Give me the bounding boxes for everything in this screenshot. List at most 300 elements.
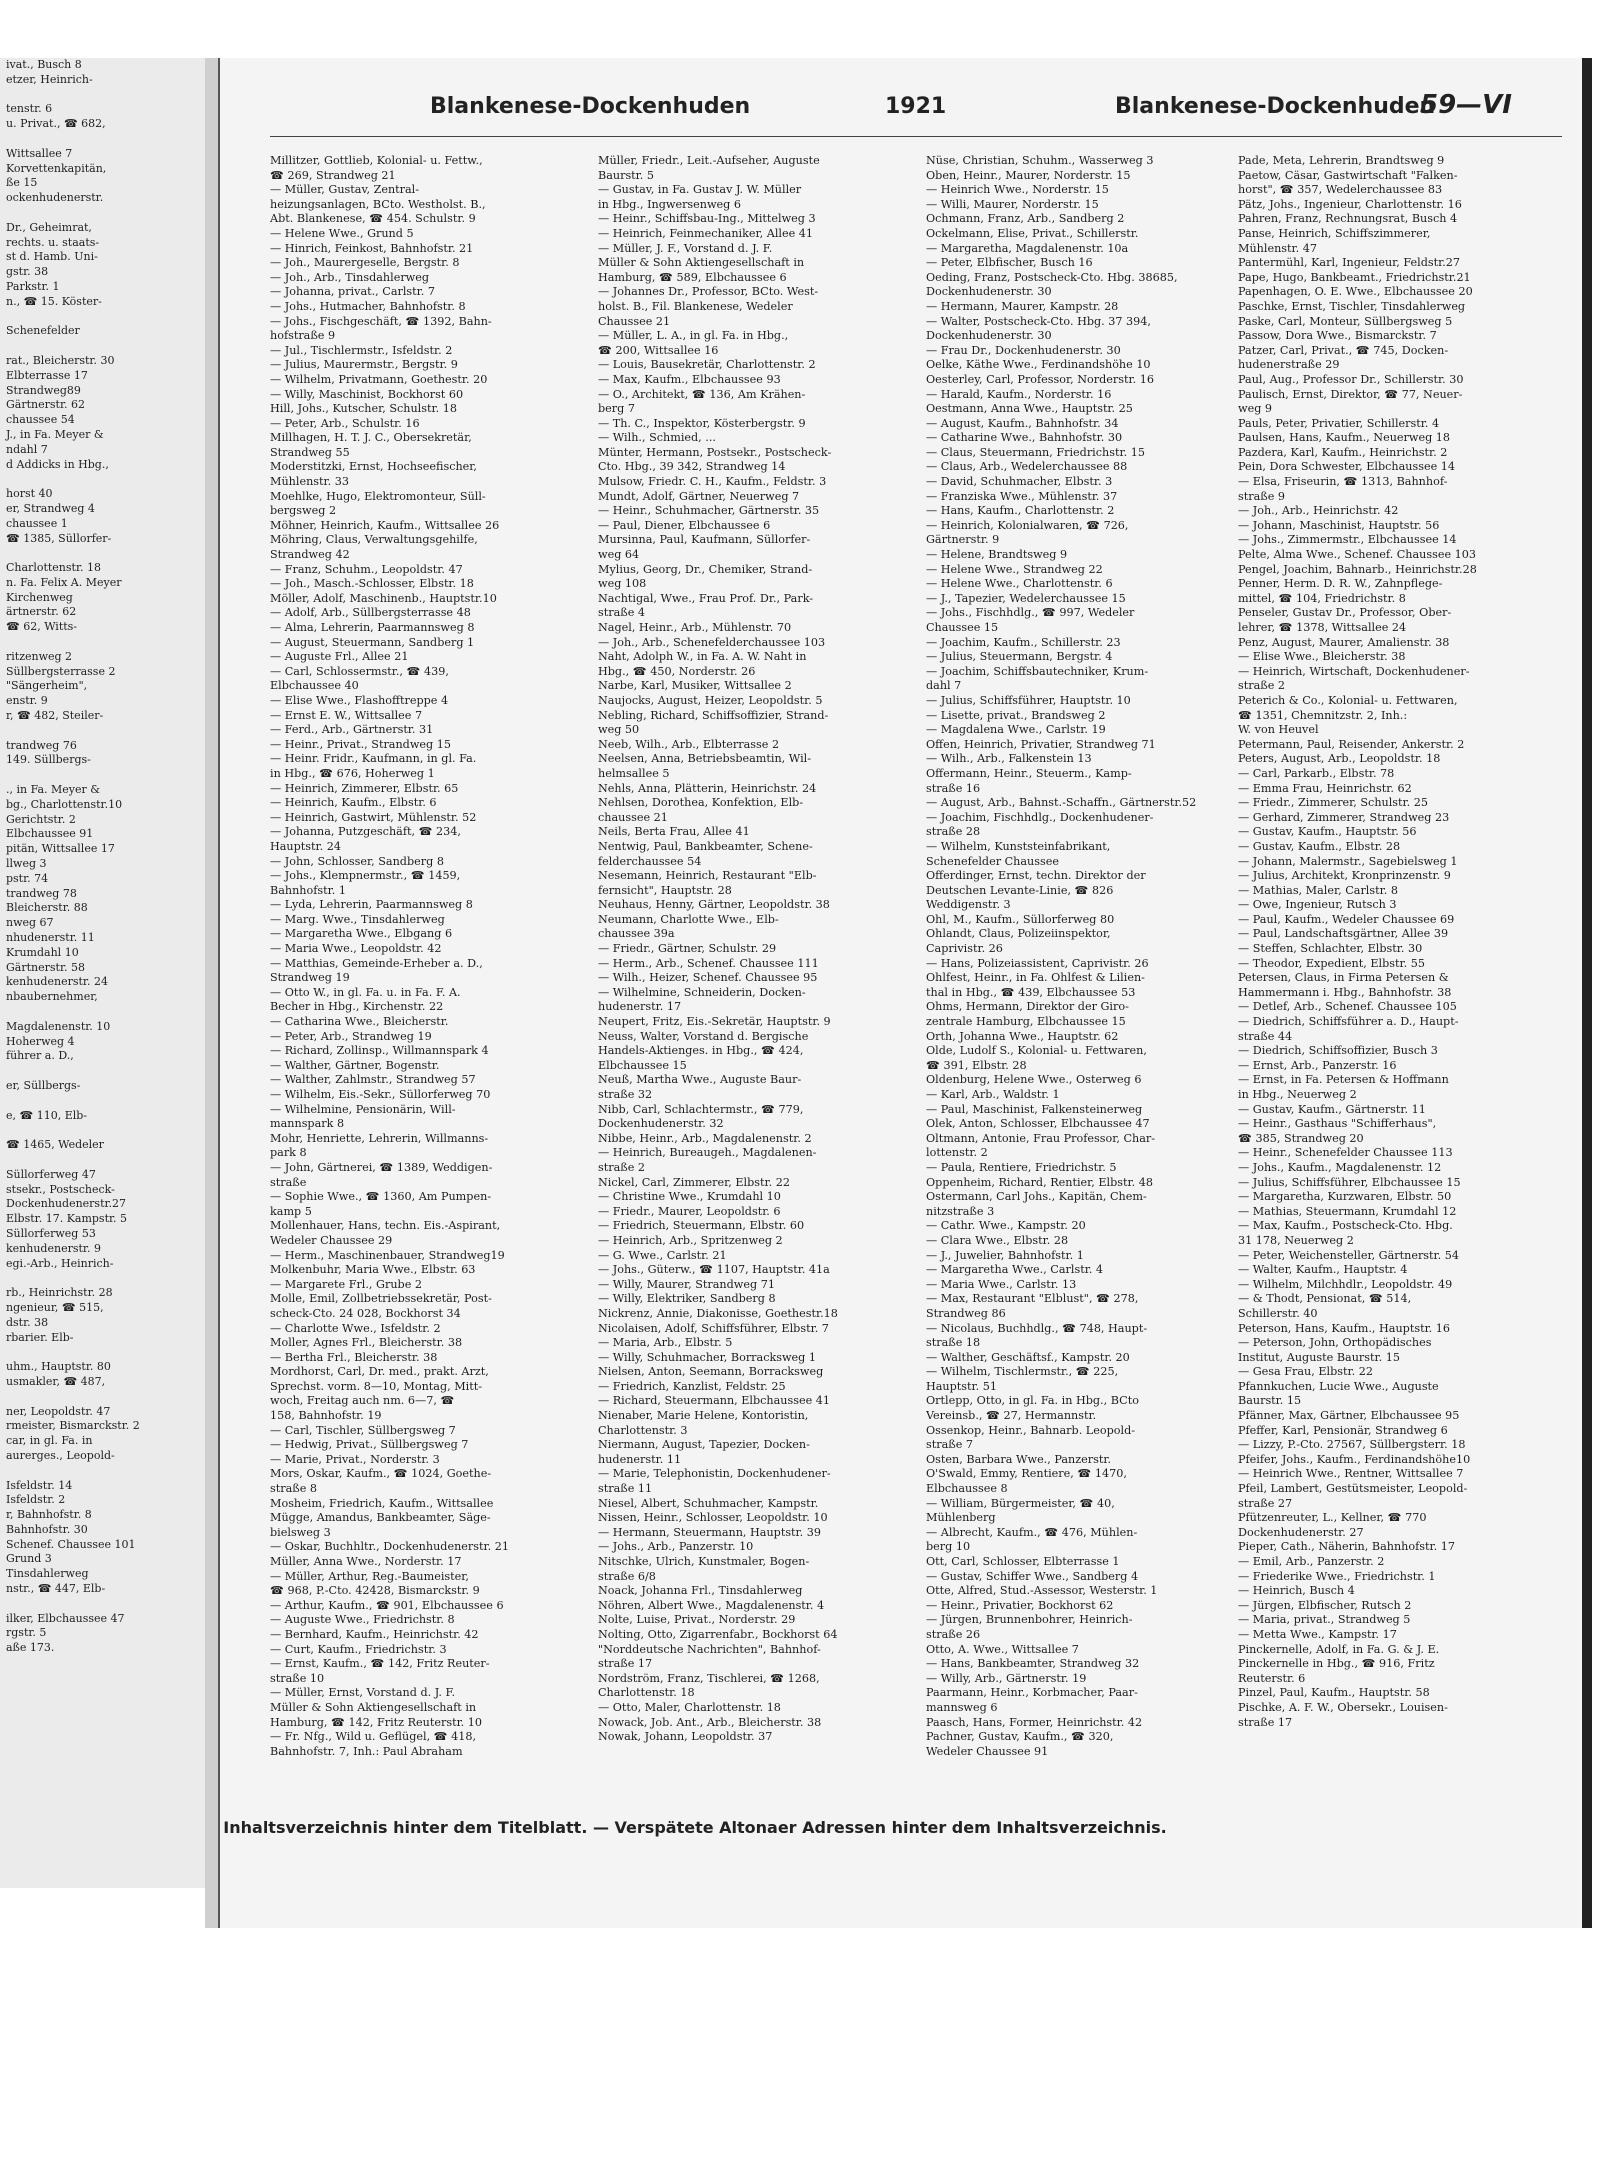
directory-entry: — Willy, Arb., Gärtnerstr. 19 bbox=[926, 1671, 1087, 1685]
directory-entry: — Elise Wwe., Flashofftreppe 4 bbox=[270, 693, 449, 707]
directory-entry: — August, Steuermann, Sandberg 1 bbox=[270, 635, 475, 649]
prev-page-line bbox=[0, 1390, 205, 1405]
directory-entry: — Johs., Fischhdlg., ☎ 997, Wedeler bbox=[926, 606, 1135, 620]
directory-entry: Hauptstr. 51 bbox=[926, 1379, 997, 1393]
prev-page-line: ☎ 62, Witts- bbox=[6, 620, 78, 634]
directory-entry: Dockenhudenerstr. 32 bbox=[598, 1117, 724, 1131]
directory-entry: — Peter, Arb., Schulstr. 16 bbox=[270, 416, 420, 430]
directory-entry: — Joh., Arb., Tinsdahlerweg bbox=[270, 270, 430, 284]
directory-entry: — Adolf, Arb., Süllbergsterrasse 48 bbox=[270, 606, 471, 620]
directory-entry: — Margarete Frl., Grube 2 bbox=[270, 1277, 422, 1291]
directory-entry: Elbchaussee 15 bbox=[598, 1058, 687, 1072]
directory-entry: — Julius, Architekt, Kronprinzenstr. 9 bbox=[1238, 869, 1451, 883]
directory-entry: — Claus, Steuermann, Friedrichstr. 15 bbox=[926, 445, 1145, 459]
prev-page-line: Isfeldstr. 2 bbox=[6, 1493, 66, 1507]
directory-entry: Olde, Ludolf S., Kolonial- u. Fettwaren, bbox=[926, 1044, 1147, 1058]
prev-page-line: Krumdahl 10 bbox=[6, 945, 79, 959]
directory-entry: — Walter, Kaufm., Hauptstr. 4 bbox=[1238, 1263, 1408, 1277]
directory-entry: — Wilh., Heizer, Schenef. Chaussee 95 bbox=[598, 971, 818, 985]
directory-entry: — Alma, Lehrerin, Paarmannsweg 8 bbox=[270, 621, 475, 634]
directory-entry: Mühlenstr. 33 bbox=[270, 475, 349, 489]
directory-entry: Chaussee 21 bbox=[598, 314, 671, 328]
directory-entry: weg 50 bbox=[598, 723, 640, 737]
directory-entry: — Carl, Parkarb., Elbstr. 78 bbox=[1238, 766, 1395, 780]
directory-entry: — Mathias, Steuermann, Krumdahl 12 bbox=[1238, 1204, 1457, 1218]
directory-entry: Ostermann, Carl Johs., Kapitän, Chem- bbox=[926, 1190, 1147, 1204]
directory-entry: — Heinrich, Zimmerer, Elbstr. 65 bbox=[270, 781, 459, 795]
directory-entry: — Elsa, Friseurin, ☎ 1313, Bahnhof- bbox=[1238, 475, 1448, 489]
directory-entry: — Herm., Maschinenbauer, Strandweg19 bbox=[270, 1248, 505, 1262]
directory-entry: Nitschke, Ulrich, Kunstmaler, Bogen- bbox=[598, 1555, 810, 1568]
prev-page-line: 149. Süllbergs- bbox=[6, 753, 91, 767]
prev-page-line bbox=[0, 1094, 205, 1109]
directory-column-1 bbox=[270, 154, 606, 1759]
prev-page-line bbox=[0, 635, 205, 650]
prev-page-line: Isfeldstr. 14 bbox=[6, 1478, 73, 1492]
directory-entry: — Heinrich, Kolonialwaren, ☎ 726, bbox=[926, 518, 1129, 532]
directory-entry: — Müller, Ernst, Vorstand d. J. F. bbox=[270, 1686, 456, 1700]
prev-page-line: nweg 67 bbox=[6, 916, 54, 930]
header-left-title: Blankenese-Dockenhuden bbox=[430, 94, 751, 119]
directory-entry: Neeb, Wilh., Arb., Elbterrasse 2 bbox=[598, 737, 780, 751]
directory-entry: Möhner, Heinrich, Kaufm., Wittsallee 26 bbox=[270, 518, 500, 532]
directory-entry: — Gustav, Kaufm., Hauptstr. 56 bbox=[1238, 825, 1417, 839]
prev-page-line: enstr. 9 bbox=[6, 694, 48, 708]
directory-entry: — Willi, Maurer, Norderstr. 15 bbox=[926, 197, 1099, 211]
directory-entry: — Joachim, Kaufm., Schillerstr. 23 bbox=[926, 635, 1121, 649]
prev-page-line: e, ☎ 110, Elb- bbox=[6, 1108, 87, 1122]
directory-entry: Pieper, Cath., Näherin, Bahnhofstr. 17 bbox=[1238, 1540, 1455, 1554]
directory-entry: Offerdinger, Ernst, techn. Direktor der bbox=[926, 869, 1146, 883]
directory-entry: — Richard, Steuermann, Elbchaussee 41 bbox=[598, 1394, 831, 1408]
directory-entry: — Diedrich, Schiffsoffizier, Busch 3 bbox=[1238, 1044, 1438, 1058]
directory-entry: 31 178, Neuerweg 2 bbox=[1238, 1233, 1354, 1247]
directory-entry: Niermann, August, Tapezier, Docken- bbox=[598, 1438, 810, 1452]
directory-entry: Nicolaisen, Adolf, Schiffsführer, Elbstr. 7 bbox=[598, 1321, 829, 1335]
prev-page-line: llweg 3 bbox=[6, 857, 47, 871]
prev-page-line bbox=[0, 206, 205, 221]
directory-entry: — Marie, Privat., Norderstr. 3 bbox=[270, 1452, 440, 1466]
directory-entry: Pauls, Peter, Privatier, Schillerstr. 4 bbox=[1238, 416, 1440, 430]
directory-entry: thal in Hbg., ☎ 439, Elbchaussee 53 bbox=[926, 985, 1136, 999]
directory-entry: Pfeifer, Johs., Kaufm., Ferdinandshöhe10 bbox=[1238, 1452, 1471, 1466]
directory-entry: — Johanna, Putzgeschäft, ☎ 234, bbox=[270, 825, 461, 839]
directory-entry: in Hbg., Ingwersenweg 6 bbox=[598, 197, 742, 211]
directory-entry: — Heinr., Schenefelder Chaussee 113 bbox=[1238, 1146, 1453, 1160]
prev-page-line: aße 173. bbox=[6, 1641, 55, 1655]
directory-entry: Moller, Agnes Frl., Bleicherstr. 38 bbox=[270, 1336, 463, 1350]
prev-page-line: aurerges., Leopold- bbox=[6, 1448, 115, 1462]
directory-entry: hofstraße 9 bbox=[270, 329, 336, 343]
directory-entry: Pfeil, Lambert, Gestütsmeister, Leopold- bbox=[1238, 1482, 1468, 1496]
directory-entry: Pantermühl, Karl, Ingenieur, Feldstr.27 bbox=[1238, 256, 1461, 270]
directory-entry: — Wilh., Schmied, ... bbox=[598, 431, 716, 445]
prev-page-line bbox=[0, 1123, 205, 1138]
directory-entry: weg 108 bbox=[598, 577, 647, 591]
prev-page-line: rb., Heinrichstr. 28 bbox=[6, 1286, 113, 1300]
prev-page-line: ärtnerstr. 62 bbox=[6, 605, 77, 619]
directory-entry: Hbg., ☎ 450, Norderstr. 26 bbox=[598, 664, 756, 678]
directory-entry: straße 7 bbox=[926, 1438, 974, 1452]
directory-entry: — Hans, Kaufm., Charlottenstr. 2 bbox=[926, 504, 1115, 518]
directory-entry: Weddigenstr. 3 bbox=[926, 898, 1011, 912]
prev-page-line: horst 40 bbox=[6, 487, 53, 501]
directory-entry: ☎ 269, Strandweg 21 bbox=[270, 168, 396, 182]
directory-entry: — Heinrich, Wirtschaft, Dockenhudener- bbox=[1238, 664, 1470, 678]
directory-entry: 158, Bahnhofstr. 19 bbox=[270, 1409, 382, 1423]
directory-entry: Neumann, Charlotte Wwe., Elb- bbox=[598, 912, 779, 926]
directory-entry: — Margaretha Wwe., Carlstr. 4 bbox=[926, 1263, 1104, 1277]
directory-entry: — Wilhelm, Kunststeinfabrikant, bbox=[926, 839, 1111, 853]
directory-entry: — Wilhelmine, Schneiderin, Docken- bbox=[598, 985, 806, 999]
directory-entry: — Walther, Geschäftsf., Kampstr. 20 bbox=[926, 1350, 1130, 1364]
prev-page-line: Charlottenstr. 18 bbox=[6, 561, 101, 575]
directory-entry: — Cathr. Wwe., Kampstr. 20 bbox=[926, 1219, 1086, 1233]
directory-entry: — Diedrich, Schiffsführer a. D., Haupt- bbox=[1238, 1015, 1459, 1029]
prev-page-line: Schenefelder bbox=[6, 324, 80, 338]
prev-page-line: Bahnhofstr. 30 bbox=[6, 1522, 88, 1536]
directory-entry: — Metta Wwe., Kampstr. 17 bbox=[1238, 1627, 1397, 1641]
directory-entry: straße 10 bbox=[270, 1671, 325, 1685]
directory-entry: — Heinr., Schuhmacher, Gärtnerstr. 35 bbox=[598, 504, 820, 518]
directory-entry: Pein, Dora Schwester, Elbchaussee 14 bbox=[1238, 460, 1456, 474]
directory-entry: Penz, August, Maurer, Amalienstr. 38 bbox=[1238, 635, 1450, 649]
directory-entry: Pischke, A. F. W., Obersekr., Louisen- bbox=[1238, 1700, 1448, 1714]
directory-entry: Nienaber, Marie Helene, Kontoristin, bbox=[598, 1409, 809, 1423]
prev-page-line: ße 15 bbox=[6, 176, 38, 190]
directory-entry: Offen, Heinrich, Privatier, Strandweg 71 bbox=[926, 737, 1156, 751]
directory-entry: — Max, Kaufm., Elbchaussee 93 bbox=[598, 372, 781, 386]
directory-entry: — Peter, Weichensteller, Gärtnerstr. 54 bbox=[1238, 1248, 1460, 1262]
directory-entry: — Heinr., Privat., Strandweg 15 bbox=[270, 737, 451, 751]
directory-entry: — Heinrich Wwe., Rentner, Wittsallee 7 bbox=[1238, 1467, 1464, 1481]
directory-entry: Paul, Aug., Professor Dr., Schillerstr. 30 bbox=[1238, 372, 1464, 386]
directory-entry: — Müller, L. A., in gl. Fa. in Hbg., bbox=[598, 329, 789, 343]
directory-entry: — Heinrich, Arb., Spritzenweg 2 bbox=[598, 1233, 783, 1247]
directory-entry: — Ernst, in Fa. Petersen & Hoffmann bbox=[1238, 1073, 1449, 1087]
prev-page-line: Tinsdahlerweg bbox=[6, 1567, 89, 1581]
directory-entry: — Joachim, Fischhdlg., Dockenhudener- bbox=[926, 810, 1154, 824]
directory-entry: — & Thodt, Pensionat, ☎ 514, bbox=[1238, 1292, 1412, 1306]
directory-entry: — Gustav, Schiffer Wwe., Sandberg 4 bbox=[926, 1569, 1139, 1583]
directory-entry: — Harald, Kaufm., Norderstr. 16 bbox=[926, 387, 1112, 401]
prev-page-line: egi.-Arb., Heinrich- bbox=[6, 1256, 114, 1270]
directory-entry: — Helene Wwe., Charlottenstr. 6 bbox=[926, 577, 1113, 591]
prev-page-line: ndahl 7 bbox=[6, 442, 48, 456]
directory-entry: — Jul., Tischlermstr., Isfeldstr. 2 bbox=[270, 343, 453, 357]
prev-page-line bbox=[0, 88, 205, 103]
directory-entry: — Heinrich, Bureaugeh., Magdalenen- bbox=[598, 1146, 817, 1160]
directory-entry: Reuterstr. 6 bbox=[1238, 1671, 1306, 1685]
directory-entry: — Willy, Elektriker, Sandberg 8 bbox=[598, 1292, 776, 1306]
directory-entry: — Heinr., Gasthaus "Schifferhaus", bbox=[1238, 1117, 1437, 1131]
prev-page-line: Süllorferweg 53 bbox=[6, 1226, 96, 1240]
directory-entry: Pfützenreuter, L., Kellner, ☎ 770 bbox=[1238, 1511, 1427, 1525]
directory-entry: Paulsen, Hans, Kaufm., Neuerweg 18 bbox=[1238, 431, 1451, 445]
directory-entry: Hammermann i. Hbg., Bahnhofstr. 38 bbox=[1238, 985, 1452, 999]
directory-entry: — J., Tapezier, Wedelerchaussee 15 bbox=[926, 591, 1126, 605]
prev-page-line: nhudenerstr. 11 bbox=[6, 931, 95, 945]
directory-entry: Oldenburg, Helene Wwe., Osterweg 6 bbox=[926, 1073, 1142, 1087]
directory-entry: Paschke, Ernst, Tischler, Tinsdahlerweg bbox=[1238, 299, 1466, 313]
prev-page-line: ., in Fa. Meyer & bbox=[6, 783, 101, 797]
prev-page-line bbox=[0, 1271, 205, 1286]
directory-column-2 bbox=[598, 154, 934, 1745]
directory-entry: Nolting, Otto, Zigarrenfabr., Bockhorst 64 bbox=[598, 1627, 838, 1641]
directory-entry: — Marie, Telephonistin, Dockenhudener- bbox=[598, 1467, 831, 1481]
directory-entry: — G. Wwe., Carlstr. 21 bbox=[598, 1248, 727, 1262]
prev-page-line: Hoherweg 4 bbox=[6, 1034, 75, 1048]
directory-entry: Patzer, Carl, Privat., ☎ 745, Docken- bbox=[1238, 343, 1449, 357]
footer-note: Inhaltsverzeichnis hinter dem Titelblatt. — Verspätete Altonaer Adressen hinter dem Inhaltsverzeichnis. bbox=[223, 1818, 1167, 1837]
directory-entry: Mulsow, Friedr. C. H., Kaufm., Feldstr. 3 bbox=[598, 475, 827, 489]
directory-entry: Peterich & Co., Kolonial- u. Fettwaren, bbox=[1238, 693, 1458, 707]
directory-entry: Ockelmann, Elise, Privat., Schillerstr. bbox=[926, 226, 1139, 240]
directory-entry: — Marg. Wwe., Tinsdahlerweg bbox=[270, 912, 445, 926]
directory-entry: Möhring, Claus, Verwaltungsgehilfe, bbox=[270, 533, 478, 547]
directory-entry: — Joachim, Schiffsbautechniker, Krum- bbox=[926, 664, 1149, 678]
directory-entry: — Peter, Arb., Strandweg 19 bbox=[270, 1029, 432, 1043]
directory-entry: Pazdera, Karl, Kaufm., Heinrichstr. 2 bbox=[1238, 445, 1448, 459]
directory-entry: — Helene, Brandtsweg 9 bbox=[926, 548, 1068, 562]
directory-entry: Oelke, Käthe Wwe., Ferdinandshöhe 10 bbox=[926, 358, 1151, 372]
directory-entry: — Th. C., Inspektor, Kösterbergstr. 9 bbox=[598, 416, 806, 430]
prev-page-line: rmeister, Bismarckstr. 2 bbox=[6, 1419, 140, 1433]
directory-entry: — Oskar, Buchhltr., Dockenhudenerstr. 21 bbox=[270, 1540, 509, 1554]
directory-entry: — Albrecht, Kaufm., ☎ 476, Mühlen- bbox=[926, 1525, 1138, 1539]
prev-page-line: ivat., Busch 8 bbox=[6, 58, 82, 71]
directory-entry: Müller & Sohn Aktiengesellschaft in bbox=[270, 1700, 477, 1714]
directory-entry: — Johann, Malermstr., Sagebielsweg 1 bbox=[1238, 854, 1458, 868]
directory-entry: Baurstr. 5 bbox=[598, 168, 655, 182]
directory-entry: — Joh., Maurergeselle, Bergstr. 8 bbox=[270, 256, 460, 270]
directory-entry: — Steffen, Schlachter, Elbstr. 30 bbox=[1238, 942, 1423, 956]
directory-entry: — Julius, Steuermann, Bergstr. 4 bbox=[926, 650, 1113, 664]
directory-entry: Oestmann, Anna Wwe., Hauptstr. 25 bbox=[926, 402, 1133, 416]
directory-entry: Orth, Johanna Wwe., Hauptstr. 62 bbox=[926, 1029, 1119, 1043]
directory-entry: Ott, Carl, Schlosser, Elbterrasse 1 bbox=[926, 1555, 1120, 1568]
prev-page-line: führer a. D., bbox=[6, 1049, 74, 1063]
directory-entry: Oltmann, Antonie, Frau Professor, Char- bbox=[926, 1131, 1156, 1145]
prev-page-line: Wittsallee 7 bbox=[6, 146, 73, 160]
directory-entry: Moderstitzki, Ernst, Hochseefischer, bbox=[270, 460, 477, 474]
directory-entry: — Margaretha, Kurzwaren, Elbstr. 50 bbox=[1238, 1190, 1452, 1204]
directory-entry: — Max, Kaufm., Postscheck-Cto. Hbg. bbox=[1238, 1219, 1453, 1233]
directory-entry: Nickrenz, Annie, Diakonisse, Goethestr.18 bbox=[598, 1306, 838, 1320]
directory-entry: Deutschen Levante-Linie, ☎ 826 bbox=[926, 883, 1114, 897]
directory-entry: — Helene Wwe., Strandweg 22 bbox=[926, 562, 1103, 576]
directory-entry: — Catharina Wwe., Bleicherstr. bbox=[270, 1015, 449, 1029]
directory-entry: — Gerhard, Zimmerer, Strandweg 23 bbox=[1238, 810, 1450, 824]
directory-entry: Mollenhauer, Hans, techn. Eis.-Aspirant, bbox=[270, 1219, 501, 1233]
header-rule bbox=[270, 136, 1562, 137]
directory-entry: — Fr. Nfg., Wild u. Geflügel, ☎ 418, bbox=[270, 1730, 477, 1744]
prev-page-line bbox=[0, 724, 205, 739]
directory-entry: Paske, Carl, Monteur, Süllbergsweg 5 bbox=[1238, 314, 1453, 328]
directory-entry: — Wilhelm, Milchhdlr., Leopoldstr. 49 bbox=[1238, 1277, 1453, 1291]
directory-entry: in Hbg., Neuerweg 2 bbox=[1238, 1088, 1357, 1101]
directory-entry: Nöhren, Albert Wwe., Magdalenenstr. 4 bbox=[598, 1598, 825, 1612]
directory-entry: — Joh., Arb., Heinrichstr. 42 bbox=[1238, 504, 1399, 518]
directory-entry: dahl 7 bbox=[926, 679, 962, 693]
directory-entry: — Nicolaus, Buchhdlg., ☎ 748, Haupt- bbox=[926, 1321, 1148, 1335]
prev-page-line: Parkstr. 1 bbox=[6, 279, 60, 293]
header-year: 1921 bbox=[885, 94, 947, 119]
directory-entry: ☎ 1351, Chemnitzstr. 2, Inh.: bbox=[1238, 708, 1408, 722]
directory-entry: Passow, Dora Wwe., Bismarckstr. 7 bbox=[1238, 329, 1437, 343]
directory-entry: — Maria Wwe., Leopoldstr. 42 bbox=[270, 942, 442, 956]
directory-entry: straße 27 bbox=[1238, 1496, 1293, 1510]
directory-entry: — Clara Wwe., Elbstr. 28 bbox=[926, 1233, 1069, 1247]
directory-entry: — Otto W., in gl. Fa. u. in Fa. F. A. bbox=[270, 985, 461, 999]
prev-page-line: trandweg 78 bbox=[6, 886, 77, 900]
directory-entry: scheck-Cto. 24 028, Bockhorst 34 bbox=[270, 1306, 461, 1320]
directory-entry: straße 6/8 bbox=[598, 1569, 656, 1583]
directory-entry: Paetow, Cäsar, Gastwirtschaft "Falken- bbox=[1238, 168, 1458, 182]
directory-entry: Petersen, Claus, in Firma Petersen & bbox=[1238, 971, 1449, 985]
directory-entry: — Helene Wwe., Grund 5 bbox=[270, 226, 414, 240]
directory-entry: hudenerstr. 11 bbox=[598, 1452, 682, 1466]
prev-page-line: chaussee 1 bbox=[6, 516, 68, 530]
directory-entry: — Walther, Gärtner, Bogenstr. bbox=[270, 1058, 440, 1072]
directory-entry: Molkenbuhr, Maria Wwe., Elbstr. 63 bbox=[270, 1263, 476, 1277]
directory-entry: Mors, Oskar, Kaufm., ☎ 1024, Goethe- bbox=[270, 1467, 492, 1481]
directory-entry: Nielsen, Anton, Seemann, Borracksweg bbox=[598, 1365, 824, 1379]
directory-entry: Ohlfest, Heinr., in Fa. Ohlfest & Lilien- bbox=[926, 971, 1145, 985]
directory-entry: Strandweg 86 bbox=[926, 1306, 1006, 1320]
directory-entry: Pape, Hugo, Bankbeamt., Friedrichstr.21 bbox=[1238, 270, 1471, 284]
prev-page-line: nstr., ☎ 447, Elb- bbox=[6, 1582, 106, 1596]
prev-page-line: ☎ 1385, Süllorfer- bbox=[6, 531, 112, 545]
prev-page-line: Gärtnerstr. 58 bbox=[6, 960, 85, 974]
prev-page-line bbox=[0, 310, 205, 325]
directory-entry: Neuhaus, Henny, Gärtner, Leopoldstr. 38 bbox=[598, 898, 830, 912]
directory-entry: woch, Freitag auch nm. 6—7, ☎ bbox=[270, 1394, 455, 1408]
directory-entry: Hamburg, ☎ 142, Fritz Reuterstr. 10 bbox=[270, 1715, 483, 1729]
directory-entry: — John, Schlosser, Sandberg 8 bbox=[270, 854, 444, 868]
directory-entry: — Jürgen, Brunnenbohrer, Heinrich- bbox=[926, 1613, 1133, 1627]
directory-entry: — Jürgen, Elbfischer, Rutsch 2 bbox=[1238, 1598, 1412, 1612]
prev-page-line: dstr. 38 bbox=[6, 1315, 49, 1329]
directory-entry: Oben, Heinr., Maurer, Norderstr. 15 bbox=[926, 168, 1131, 182]
directory-entry: — John, Gärtnerei, ☎ 1389, Weddigen- bbox=[270, 1160, 493, 1174]
directory-entry: Peterson, Hans, Kaufm., Hauptstr. 16 bbox=[1238, 1321, 1451, 1335]
directory-entry: — Karl, Arb., Waldstr. 1 bbox=[926, 1088, 1060, 1101]
directory-entry: mannsweg 6 bbox=[926, 1700, 998, 1714]
prev-page-line: tenstr. 6 bbox=[6, 102, 53, 116]
directory-entry: — Claus, Arb., Wedelerchaussee 88 bbox=[926, 460, 1128, 474]
directory-entry: Becher in Hbg., Kirchenstr. 22 bbox=[270, 1000, 444, 1014]
directory-entry: Pahren, Franz, Rechnungsrat, Busch 4 bbox=[1238, 212, 1458, 226]
directory-entry: — Catharine Wwe., Bahnhofstr. 30 bbox=[926, 431, 1123, 445]
directory-entry: Nolte, Luise, Privat., Norderstr. 29 bbox=[598, 1613, 796, 1627]
directory-entry: mannspark 8 bbox=[270, 1117, 345, 1131]
prev-page-line: etzer, Heinrich- bbox=[6, 72, 93, 86]
directory-entry: — Heinrich Wwe., Norderstr. 15 bbox=[926, 183, 1109, 197]
directory-entry: Müller, Friedr., Leit.-Aufseher, Auguste bbox=[598, 154, 820, 167]
directory-entry: Osten, Barbara Wwe., Panzerstr. bbox=[926, 1452, 1112, 1466]
directory-entry: Neils, Berta Frau, Allee 41 bbox=[598, 825, 750, 839]
directory-entry: Nibbe, Heinr., Arb., Magdalenenstr. 2 bbox=[598, 1131, 812, 1145]
directory-entry: — Willy, Maurer, Strandweg 71 bbox=[598, 1277, 775, 1291]
directory-entry: Molle, Emil, Zollbetriebssekretär, Post- bbox=[270, 1292, 492, 1306]
directory-entry: Nowack, Job. Ant., Arb., Bleicherstr. 38 bbox=[598, 1715, 822, 1729]
directory-entry: lehrer, ☎ 1378, Wittsallee 24 bbox=[1238, 621, 1407, 634]
directory-entry: Mordhorst, Carl, Dr. med., prakt. Arzt, bbox=[270, 1365, 489, 1379]
directory-entry: — Auguste Wwe., Friedrichstr. 8 bbox=[270, 1613, 455, 1627]
directory-entry: — Ernst E. W., Wittsallee 7 bbox=[270, 708, 423, 722]
directory-entry: Hamburg, ☎ 589, Elbchaussee 6 bbox=[598, 270, 787, 284]
directory-entry: — Müller, J. F., Vorstand d. J. F. bbox=[598, 241, 773, 255]
directory-entry: — William, Bürgermeister, ☎ 40, bbox=[926, 1496, 1115, 1510]
directory-entry: Naht, Adolph W., in Fa. A. W. Naht in bbox=[598, 650, 807, 664]
directory-entry: — Bertha Frl., Bleicherstr. 38 bbox=[270, 1350, 438, 1364]
directory-entry: Peters, August, Arb., Leopoldstr. 18 bbox=[1238, 752, 1441, 766]
directory-entry: Nesemann, Heinrich, Restaurant "Elb- bbox=[598, 869, 817, 883]
prev-page-line: Gärtnerstr. 62 bbox=[6, 398, 85, 412]
directory-entry: Pelte, Alma Wwe., Schenef. Chaussee 103 bbox=[1238, 548, 1477, 562]
directory-entry: Charlottenstr. 18 bbox=[598, 1686, 695, 1700]
prev-page-line: pstr. 74 bbox=[6, 871, 49, 885]
directory-page bbox=[218, 58, 1592, 1928]
directory-entry: Dockenhudenerstr. 30 bbox=[926, 329, 1052, 343]
directory-entry: — Heinr. Fridr., Kaufmann, in gl. Fa. bbox=[270, 752, 477, 766]
directory-entry: Ohms, Hermann, Direktor der Giro- bbox=[926, 1000, 1129, 1014]
prev-page-line: rbarier. Elb- bbox=[6, 1330, 74, 1344]
directory-entry: horst", ☎ 357, Wedelerchaussee 83 bbox=[1238, 183, 1443, 197]
directory-entry: Bahnhofstr. 7, Inh.: Paul Abraham bbox=[270, 1744, 463, 1758]
prev-page-line: r, ☎ 482, Steiler- bbox=[6, 709, 104, 723]
directory-entry: Chaussee 15 bbox=[926, 621, 999, 634]
directory-entry: Pinzel, Paul, Kaufm., Hauptstr. 58 bbox=[1238, 1686, 1430, 1700]
directory-entry: Pinckernelle, Adolf, in Fa. G. & J. E. bbox=[1238, 1642, 1440, 1656]
directory-entry: mittel, ☎ 104, Friedrichstr. 8 bbox=[1238, 591, 1406, 605]
directory-entry: Caprivistr. 26 bbox=[926, 942, 1003, 956]
directory-entry: Mühlenberg bbox=[926, 1511, 996, 1525]
directory-entry: Nordström, Franz, Tischlerei, ☎ 1268, bbox=[598, 1671, 820, 1685]
directory-entry: ☎ 200, Wittsallee 16 bbox=[598, 343, 719, 357]
prev-page-line: Dockenhudenerstr.27 bbox=[6, 1197, 127, 1211]
book-binding bbox=[205, 58, 218, 1928]
directory-entry: chaussee 39a bbox=[598, 927, 675, 941]
directory-entry: — Joh., Arb., Schenefelderchaussee 103 bbox=[598, 635, 826, 649]
directory-entry: — Wilhelm, Eis.-Sekr., Süllorferweg 70 bbox=[270, 1088, 491, 1101]
directory-entry: Hauptstr. 24 bbox=[270, 839, 341, 853]
prev-page-line: nbaubernehmer, bbox=[6, 990, 98, 1004]
prev-page-line: d Addicks in Hbg., bbox=[6, 457, 109, 471]
directory-entry: — Maria, Arb., Elbstr. 5 bbox=[598, 1336, 733, 1350]
directory-entry: — Owe, Ingenieur, Rutsch 3 bbox=[1238, 898, 1397, 912]
prev-page-line: r, Bahnhofstr. 8 bbox=[6, 1508, 92, 1522]
directory-column-3 bbox=[926, 154, 1246, 1759]
directory-entry: — Frau Dr., Dockenhudenerstr. 30 bbox=[926, 343, 1121, 357]
directory-entry: — Johs., Güterw., ☎ 1107, Hauptstr. 41a bbox=[598, 1263, 830, 1277]
directory-entry: — Ernst, Kaufm., ☎ 142, Fritz Reuter- bbox=[270, 1657, 490, 1671]
directory-entry: Ohl, M., Kaufm., Süllorferweg 80 bbox=[926, 912, 1115, 926]
directory-entry: — Friederike Wwe., Friedrichstr. 1 bbox=[1238, 1569, 1436, 1583]
directory-entry: — Friedrich, Steuermann, Elbstr. 60 bbox=[598, 1219, 805, 1233]
directory-entry: park 8 bbox=[270, 1146, 307, 1160]
prev-page-line: kenhudenerstr. 24 bbox=[6, 975, 108, 989]
directory-entry: — Ferd., Arb., Gärtnerstr. 31 bbox=[270, 723, 434, 737]
directory-entry: Pfänner, Max, Gärtner, Elbchaussee 95 bbox=[1238, 1409, 1460, 1423]
directory-entry: weg 64 bbox=[598, 548, 640, 562]
directory-entry: Petermann, Paul, Reisender, Ankerstr. 2 bbox=[1238, 737, 1465, 751]
directory-entry: — Joh., Masch.-Schlosser, Elbstr. 18 bbox=[270, 577, 474, 591]
prev-page-line: rgstr. 5 bbox=[6, 1626, 47, 1640]
directory-entry: Mohr, Henriette, Lehrerin, Willmanns- bbox=[270, 1131, 489, 1145]
directory-entry: chaussee 21 bbox=[598, 810, 668, 824]
